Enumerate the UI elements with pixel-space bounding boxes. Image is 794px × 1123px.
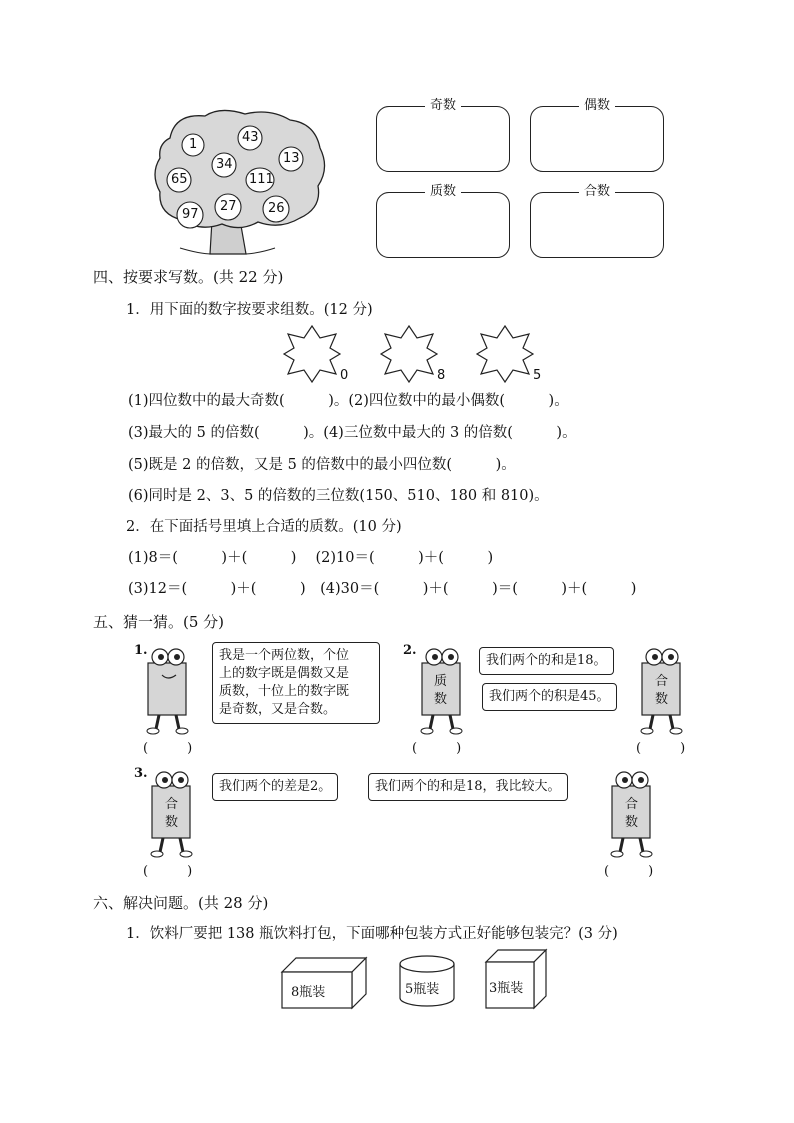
char-label: 合 [625, 797, 639, 812]
apple-number: 111 [249, 172, 274, 187]
char-label: 数 [165, 815, 179, 830]
star-card-icon [284, 326, 340, 382]
puzzle1-speech-bubble [212, 642, 380, 724]
digit-card-5: 5 [533, 368, 542, 383]
puzzle2-speech-top: 我们两个的和是18。 [479, 647, 614, 675]
puzzle2-number: 2. [403, 643, 417, 658]
star-card-icon [477, 326, 533, 382]
even-number-box[interactable] [530, 98, 664, 172]
speech-line: 质数，十位上的数字既 [219, 684, 350, 699]
composite-number-box[interactable] [530, 184, 664, 258]
q1-line1: (1)四位数中的最大奇数( )。(2)四位数中的最小偶数( )。 [128, 393, 569, 409]
q1-line2: (3)最大的 5 的倍数( )。(4)三位数中最大的 3 的倍数( )。 [128, 425, 577, 441]
q2-line1: (1)8＝( )＋( ) (2)10＝( )＋( ) [128, 550, 494, 566]
q1-line3: (5)既是 2 的倍数，又是 5 的倍数中的最小四位数( )。 [128, 457, 516, 473]
composite-number-label: 合数 [579, 183, 615, 201]
even-number-label: 偶数 [579, 97, 615, 115]
section5-title: 五、猜一猜。(5 分) [93, 613, 225, 631]
puzzle3-speech-left: 我们两个的差是2。 [212, 773, 338, 801]
apple-number: 34 [216, 157, 233, 172]
puzzle2-answer-right[interactable]: ( ) [636, 741, 686, 756]
apple-number: 97 [182, 207, 199, 222]
speech-line: 上的数字既是偶数又是 [219, 666, 350, 681]
q1-line4: (6)同时是 2、3、5 的倍数的三位数(150、510、180 和 810)。 [128, 488, 549, 504]
puzzle3-number: 3. [134, 766, 148, 781]
apple-number: 1 [189, 137, 198, 152]
odd-number-label: 奇数 [425, 97, 461, 115]
star-card-icon [381, 326, 437, 382]
package-label-cube: 3瓶装 [489, 981, 524, 996]
puzzle3-answer-right[interactable]: ( ) [604, 864, 654, 879]
odd-number-box[interactable] [376, 98, 510, 172]
char-label: 数 [434, 692, 448, 707]
section6-title: 六、解决问题。(共 28 分) [93, 894, 269, 912]
puzzle3-speech-right: 我们两个的和是18，我比较大。 [368, 773, 568, 801]
puzzle1-number: 1. [134, 643, 148, 658]
char-label: 合 [655, 674, 669, 689]
speech-line: 我是一个两位数，个位 [219, 648, 350, 663]
puzzle2-speech-bottom: 我们两个的积是45。 [482, 683, 617, 711]
puzzle1-answer-blank[interactable]: ( ) [143, 741, 193, 756]
puzzle3-answer-left[interactable]: ( ) [143, 864, 193, 879]
puzzle2-answer-left[interactable]: ( ) [412, 741, 462, 756]
prime-number-label: 质数 [425, 183, 461, 201]
apple-number: 26 [268, 201, 285, 216]
apple-number: 43 [242, 130, 259, 145]
apple-number: 27 [220, 199, 237, 214]
section4-title: 四、按要求写数。(共 22 分) [93, 268, 284, 286]
speech-line: 是奇数，又是合数。 [219, 702, 337, 717]
prime-number-box[interactable] [376, 184, 510, 258]
package-label-box: 8瓶装 [291, 985, 326, 1000]
package-label-cylinder: 5瓶装 [405, 982, 440, 997]
char-label: 数 [655, 692, 669, 707]
char-label: 质 [434, 674, 448, 689]
digit-card-8: 8 [437, 368, 446, 383]
char-label: 数 [625, 815, 639, 830]
q2-line2: (3)12＝( )＋( ) (4)30＝( )＋( )＝( )＋( ) [128, 581, 637, 597]
apple-number: 13 [283, 151, 300, 166]
char-label: 合 [165, 797, 179, 812]
section4-q2-title: 2．在下面括号里填上合适的质数。(10 分) [126, 519, 402, 535]
digit-card-0: 0 [340, 368, 349, 383]
section6-q1-title: 1．饮料厂要把 138 瓶饮料打包，下面哪种包装方式正好能够包装完？(3 分) [126, 926, 618, 942]
apple-number: 65 [171, 172, 188, 187]
card-character-icon [144, 645, 194, 737]
section4-q1-title: 1．用下面的数字按要求组数。(12 分) [126, 302, 373, 318]
